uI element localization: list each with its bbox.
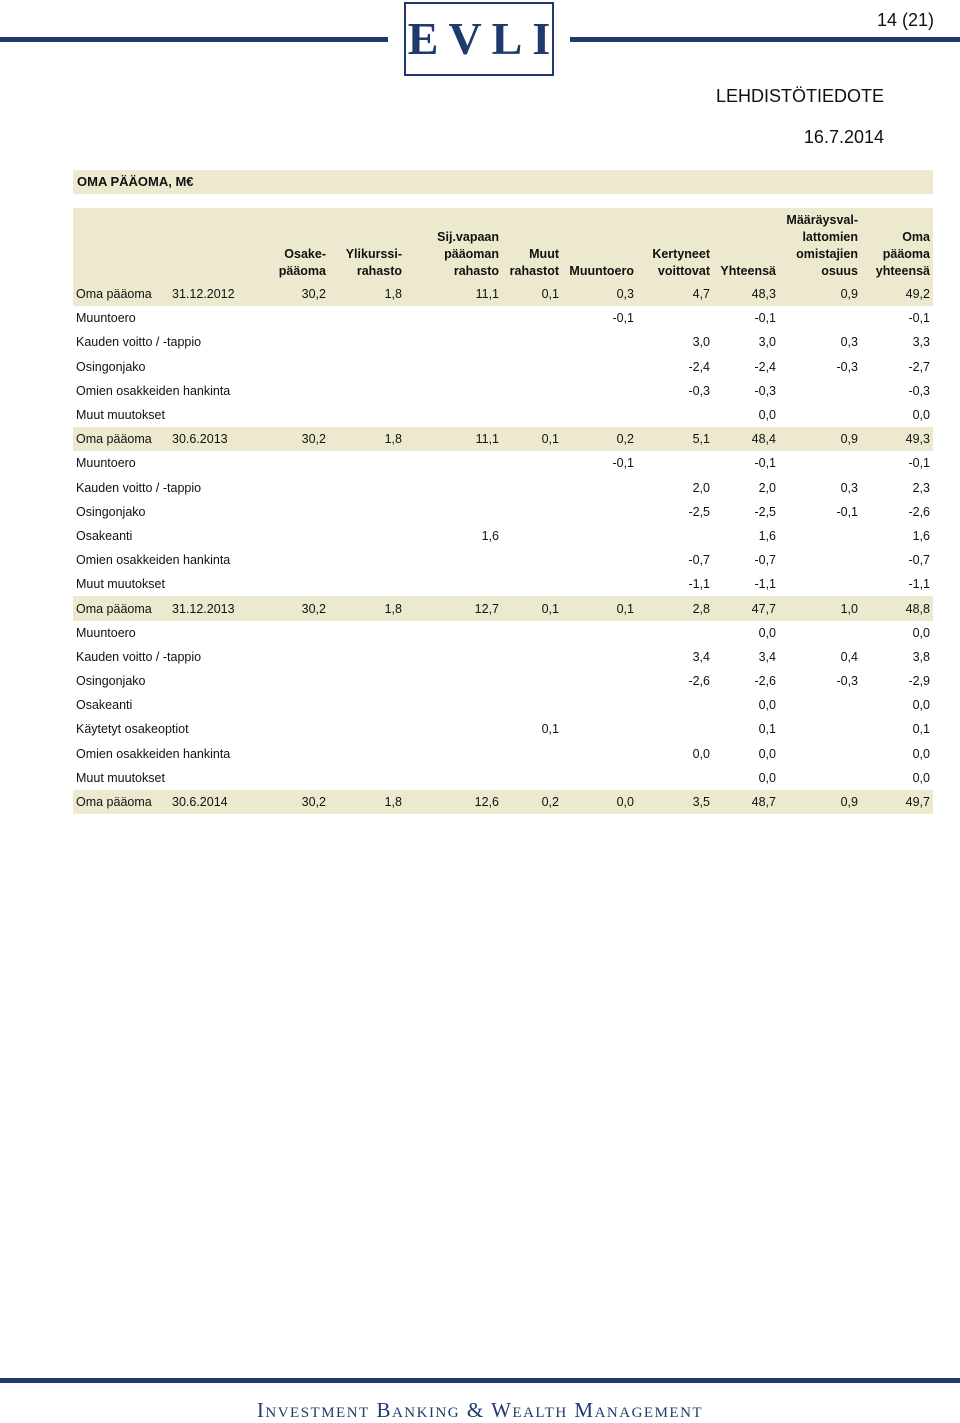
value-cell [562,330,637,354]
value-cell [502,548,562,572]
table-row [73,355,933,379]
value-cell [562,355,637,379]
value-cell [562,500,637,524]
value-cell [239,500,329,524]
value-cell: 48,7 [713,790,779,814]
value-cell: 30,2 [239,427,329,451]
value-cell [779,717,861,741]
value-cell: 12,6 [405,790,502,814]
document-type: LEHDISTÖTIEDOTE [715,86,884,106]
value-cell: 0,0 [912,746,930,761]
row-label: Muut muutokset [76,770,165,785]
value-cell: 49,7 [861,790,933,814]
value-cell: 30,2 [239,282,329,306]
value-cell: 1,8 [329,282,405,306]
value-cell: 11,1 [405,282,502,306]
value-cell [239,403,329,427]
value-cell: 0,0 [912,770,930,785]
table-row [73,524,933,548]
value-cell [562,572,637,596]
table-body [73,282,933,814]
value-cell [405,403,502,427]
value-cell: 0,4 [840,649,858,664]
header-rule-left [0,37,388,42]
value-cell [405,548,502,572]
value-cell: -2,5 [754,504,776,519]
value-cell: 0,1 [758,722,776,737]
value-cell: 0,0 [758,746,776,761]
row-date: 30.6.2014 [169,790,239,814]
value-cell: 0,0 [758,408,776,423]
value-cell: 48,3 [713,282,779,306]
value-cell [239,572,329,596]
footer-rule [0,1378,960,1383]
value-cell: -2,9 [908,674,930,689]
row-label: Käytetyt osakeoptiot [76,722,189,737]
value-cell [239,476,329,500]
logo-text: EVLI [407,13,561,64]
value-cell [239,766,329,790]
value-cell: -0,1 [908,311,930,326]
value-cell [239,451,329,475]
value-cell [637,451,713,475]
value-cell [562,693,637,717]
value-cell: -0,3 [688,383,710,398]
row-label: Osingonjako [76,504,146,519]
row-date [169,766,239,790]
row-date: 31.12.2012 [169,282,239,306]
row-date [169,403,239,427]
column-header: Muuntoero [562,208,637,282]
table-row [73,669,933,693]
value-cell: -0,7 [688,553,710,568]
row-label: Muuntoero [76,625,136,640]
value-cell: 0,1 [912,722,930,737]
total-row [73,427,933,451]
value-cell [779,693,861,717]
row-label: Muut muutokset [76,408,165,423]
value-cell: -0,1 [908,456,930,471]
value-cell [405,742,502,766]
value-cell [502,621,562,645]
value-cell [502,355,562,379]
document-date: 16.7.2014 [803,127,884,147]
value-cell [329,524,405,548]
value-cell: -2,7 [908,359,930,374]
value-cell [502,766,562,790]
value-cell [562,621,637,645]
table-row [73,645,933,669]
value-cell: 3,0 [758,335,776,350]
value-cell: 0,9 [779,282,861,306]
value-cell: 0,3 [562,282,637,306]
value-cell: 4,7 [637,282,713,306]
value-cell [329,742,405,766]
value-cell [502,524,562,548]
value-cell [405,693,502,717]
value-cell [779,451,861,475]
row-date [169,621,239,645]
value-cell: -2,4 [754,359,776,374]
row-date [169,500,239,524]
value-cell: -0,1 [754,311,776,326]
row-date [169,355,239,379]
row-date [169,306,239,330]
value-cell: 0,0 [562,790,637,814]
column-header: Oma pääoma yhteensä [861,208,933,282]
column-header: Ylikurssi- rahasto [329,208,405,282]
header-rule-right [570,37,960,42]
value-cell [562,766,637,790]
value-cell: 1,6 [912,528,930,543]
column-header [169,208,239,282]
value-cell [239,742,329,766]
table-row [73,306,933,330]
value-cell: 1,0 [779,596,861,620]
value-cell [562,476,637,500]
value-cell [329,451,405,475]
value-cell [329,403,405,427]
row-label: Oma pääoma [73,596,169,620]
value-cell: 0,1 [562,596,637,620]
value-cell: 2,3 [912,480,930,495]
value-cell [239,524,329,548]
value-cell [779,621,861,645]
value-cell: -0,7 [908,553,930,568]
value-cell [637,717,713,741]
value-cell [637,621,713,645]
value-cell [405,717,502,741]
value-cell: 47,7 [713,596,779,620]
row-date: 31.12.2013 [169,596,239,620]
table-row [73,548,933,572]
value-cell: 0,1 [502,427,562,451]
row-label: Omien osakkeiden hankinta [76,383,231,398]
value-cell [329,548,405,572]
value-cell: 0,3 [840,335,858,350]
value-cell [779,379,861,403]
value-cell: 48,4 [713,427,779,451]
value-cell: 0,0 [758,770,776,785]
value-cell [239,548,329,572]
value-cell: -2,5 [688,504,710,519]
row-label: Osakeanti [76,528,133,543]
column-header: Määräysval- lattomien omistajien osuus [779,208,861,282]
row-label: Kauden voitto / -tappio [76,649,202,664]
value-cell [405,451,502,475]
value-cell [637,403,713,427]
value-cell [329,306,405,330]
value-cell: 11,1 [405,427,502,451]
value-cell [239,693,329,717]
value-cell: 0,0 [758,698,776,713]
value-cell [239,379,329,403]
value-cell [779,548,861,572]
value-cell [502,500,562,524]
value-cell [637,524,713,548]
table-row [73,451,933,475]
value-cell: 0,9 [779,427,861,451]
value-cell: -0,1 [612,456,634,471]
value-cell [502,330,562,354]
row-label: Kauden voitto / -tappio [76,480,202,495]
table-row [73,379,933,403]
row-date [169,524,239,548]
value-cell [637,306,713,330]
value-cell [562,742,637,766]
value-cell [405,379,502,403]
value-cell: -2,4 [688,359,710,374]
column-header [73,208,169,282]
table-row [73,717,933,741]
column-header: Sij.vapaan pääoman rahasto [405,208,502,282]
value-cell: 3,5 [637,790,713,814]
row-label: Omien osakkeiden hankinta [76,746,231,761]
value-cell: 3,4 [692,649,710,664]
value-cell: 0,1 [541,722,559,737]
value-cell: -1,1 [688,577,710,592]
value-cell: -0,7 [754,553,776,568]
value-cell [405,766,502,790]
evli-logo [404,2,561,76]
value-cell: -1,1 [908,577,930,592]
row-label: Oma pääoma [73,427,169,451]
row-date [169,693,239,717]
value-cell [779,572,861,596]
value-cell: -0,3 [836,674,858,689]
value-cell: 3,3 [912,335,930,350]
value-cell [637,693,713,717]
value-cell [405,330,502,354]
value-cell [329,572,405,596]
value-cell [562,669,637,693]
value-cell [562,645,637,669]
value-cell [502,572,562,596]
row-date [169,451,239,475]
value-cell [239,669,329,693]
value-cell: 49,2 [861,282,933,306]
page-number: 14 (21) [876,10,934,30]
value-cell [329,645,405,669]
value-cell: 0,1 [502,596,562,620]
value-cell [562,717,637,741]
value-cell [405,306,502,330]
column-header: Kertyneet voittovat [637,208,713,282]
column-header: Osake- pääoma [239,208,329,282]
value-cell: 1,8 [329,790,405,814]
value-cell [779,403,861,427]
value-cell [329,330,405,354]
row-date: 30.6.2013 [169,427,239,451]
value-cell [329,766,405,790]
value-cell [405,572,502,596]
value-cell [405,476,502,500]
value-cell: 1,6 [758,528,776,543]
table-row [73,742,933,766]
row-label: Osingonjako [76,359,146,374]
value-cell [239,330,329,354]
total-row [73,282,933,306]
value-cell [502,379,562,403]
value-cell: -0,1 [612,311,634,326]
value-cell [405,645,502,669]
row-label: Osingonjako [76,674,146,689]
row-label: Omien osakkeiden hankinta [76,553,231,568]
value-cell [239,717,329,741]
value-cell: -0,3 [754,383,776,398]
value-cell [502,645,562,669]
value-cell [239,645,329,669]
value-cell: 0,0 [912,408,930,423]
table-row [73,766,933,790]
value-cell [329,379,405,403]
value-cell: -2,6 [908,504,930,519]
footer-tagline: Investment Banking & Wealth Management [256,1398,704,1422]
value-cell [329,669,405,693]
row-label: Muut muutokset [76,577,165,592]
row-label: Kauden voitto / -tappio [76,335,202,350]
table-row [73,500,933,524]
value-cell [502,451,562,475]
value-cell: 2,8 [637,596,713,620]
value-cell: -0,3 [908,383,930,398]
value-cell: 0,1 [502,282,562,306]
value-cell: 0,0 [758,625,776,640]
total-row [73,790,933,814]
value-cell [502,476,562,500]
value-cell [329,717,405,741]
value-cell: 12,7 [405,596,502,620]
value-cell: 0,2 [502,790,562,814]
value-cell [239,306,329,330]
row-label: Muuntoero [76,311,136,326]
value-cell [779,742,861,766]
value-cell: 0,9 [779,790,861,814]
value-cell [405,669,502,693]
value-cell: 0,0 [692,746,710,761]
value-cell: -2,6 [688,674,710,689]
value-cell: 3,4 [758,649,776,664]
value-cell: 30,2 [239,790,329,814]
row-date [169,572,239,596]
column-header: Muut rahastot [502,208,562,282]
value-cell [502,306,562,330]
value-cell: 48,8 [861,596,933,620]
value-cell: -0,1 [836,504,858,519]
value-cell: 0,0 [912,625,930,640]
table-row [73,621,933,645]
value-cell: 3,0 [692,335,710,350]
value-cell [239,621,329,645]
value-cell: -2,6 [754,674,776,689]
value-cell: 30,2 [239,596,329,620]
value-cell [779,766,861,790]
table-row [73,476,933,500]
value-cell [329,621,405,645]
value-cell: 5,1 [637,427,713,451]
value-cell: 2,0 [692,480,710,495]
value-cell: 1,8 [329,427,405,451]
value-cell: -0,3 [836,359,858,374]
section-title: OMA PÄÄOMA, M€ [73,170,933,194]
value-cell [637,766,713,790]
value-cell [502,742,562,766]
total-row [73,596,933,620]
table-row [73,330,933,354]
value-cell: -0,1 [754,456,776,471]
value-cell: -1,1 [754,577,776,592]
row-label: Oma pääoma [73,790,169,814]
value-cell [562,379,637,403]
value-cell [502,693,562,717]
value-cell [329,355,405,379]
value-cell [562,403,637,427]
value-cell: 1,6 [481,528,499,543]
column-header: Yhteensä [713,208,779,282]
value-cell [405,355,502,379]
equity-table [73,208,933,814]
value-cell [329,500,405,524]
table-row [73,572,933,596]
value-cell [502,669,562,693]
value-cell: 1,8 [329,596,405,620]
value-cell [329,693,405,717]
value-cell [562,524,637,548]
value-cell [779,524,861,548]
value-cell: 0,0 [912,698,930,713]
row-date [169,669,239,693]
value-cell [329,476,405,500]
table-row [73,693,933,717]
row-label: Oma pääoma [73,282,169,306]
value-cell: 0,2 [562,427,637,451]
value-cell [239,355,329,379]
value-cell: 0,3 [840,480,858,495]
value-cell: 49,3 [861,427,933,451]
table-row [73,403,933,427]
row-label: Osakeanti [76,698,133,713]
table-header-row [73,208,933,282]
value-cell [502,403,562,427]
row-label: Muuntoero [76,456,136,471]
value-cell [562,548,637,572]
value-cell [779,306,861,330]
value-cell [405,621,502,645]
value-cell: 2,0 [758,480,776,495]
value-cell [405,500,502,524]
value-cell: 3,8 [912,649,930,664]
